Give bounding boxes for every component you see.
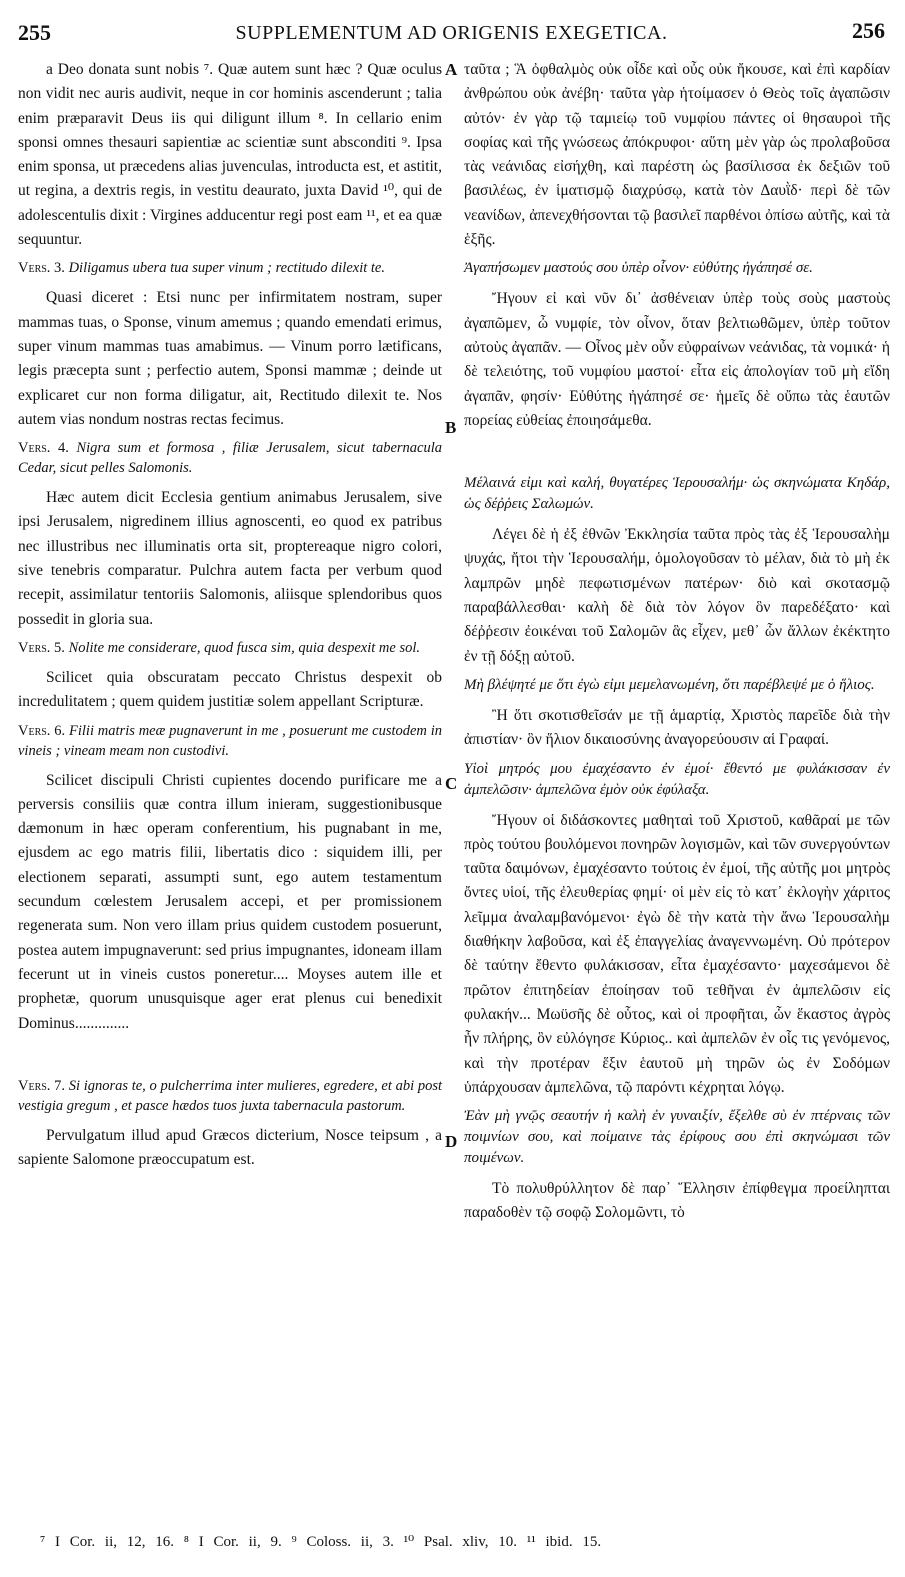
verse-label: Vers. 6.	[18, 722, 66, 739]
verse-label: Vers. 3.	[18, 260, 65, 277]
verse-heading	[18, 721, 442, 761]
greek-verse: Μέλαινά εἰμι καὶ καλή, θυγατέρες Ἱερουσαλήμ· ὡς σκηνώματα Κηδάρ, ὡς δέῤῥεις Σαλωμών.	[464, 475, 890, 513]
paragraph: a Deo donata sunt nobis ⁷. Quæ autem sunt hæc ? Quæ oculus non vidit nec auris audivit, neque in cor hominis ascenderunt ; talia enim præparavit Deus iis qui diligunt illum ⁸. In cellario enim sponsi omnes thesauri sapientiæ ac scientiæ sunt absconditi ⁹. Ipsa enim sponsa, ut præcedens alias juvenculas, introducta est, et astitit, ut regina, a dextris regis, in vestitu deaurato, juxta David ¹⁰, qui de adolescentulis dixit : Virgines adducentur regi post eam ¹¹, et ea quæ sequuntur.	[18, 61, 442, 249]
footnotes: ⁷ I Cor. ii, 12, 16. ⁸ I Cor. ii, 9. ⁹ Coloss. ii, 3. ¹⁰ Psal. xliv, 10. ¹¹ ibid. 15.	[40, 1534, 602, 1550]
verse-text: Si ignoras te, o pulcherrima inter mulieres, egredere, et abi post vestigia gregum , et pasce hædos tuos juxta tabernacula pastorum.	[18, 1077, 442, 1114]
page-header	[18, 18, 885, 48]
verse-text: Nigra sum et formosa , filiæ Jerusalem, sicut tabernacula Cedar, sicut pelles Salomonis.	[18, 440, 443, 477]
verse-heading	[18, 258, 442, 278]
paragraph: Quasi diceret : Etsi nunc per infirmitatem nostram, super mammas tuas, o Sponse, vinum amemus ; quando emendati erimus, super vinum mammas tuas amabimus. — Vinum porro lætificans, legis præcepta sunt ; perfectio autem, Sponsi mammæ ; deinde ut explicaret cur non forma diligatur, ait, Rectitudo dilexit te. Nos autem vias nondum nostras rectas fecimus.	[18, 289, 442, 428]
paragraph: Ἢ ὅτι σκοτισθεῖσάν με τῇ ἁμαρτίᾳ, Χριστὸς παρεῖδε διὰ τὴν ἀπιστίαν· ὃν ἥλιον δικαιοσύνης ἀναγορεύουσιν αἱ Γραφαί.	[464, 706, 890, 749]
verse-heading	[18, 1076, 442, 1116]
verse-heading	[18, 638, 442, 658]
verse-text: Nolite me considerare, quod fusca sim, quia despexit me sol.	[68, 639, 421, 656]
paragraph: Τὸ πολυθρύλλητον δὲ παρ᾽ Ἕλλησιν ἐπίφθεγμα προείληπται παραδοθὲν τῷ σοφῷ Σολομῶντι, τὸ	[464, 1180, 890, 1222]
margin-letter-c: C	[445, 774, 458, 793]
greek-verse: Υἱοὶ μητρός μου ἐμαχέσαντο ἐν ἐμοί· ἔθεντό με φυλάκισσαν ἐν ἀμπελῶσιν· ἀμπελῶνα ἐμὸν οὐκ ἐφύλαξα.	[464, 760, 890, 798]
paragraph: Pervulgatum illud apud Græcos dicterium, Nosce teipsum , a sapiente Salomone præoccupatum est.	[18, 1126, 442, 1169]
verse-text: Filii matris meæ pugnaverunt in me , posuerunt me custodem in vineis ; vineam meam non custodivi.	[18, 722, 443, 759]
greek-verse: Ἀγαπήσωμεν μαστούς σου ὑπὲρ οἶνον· εὐθύτης ἠγάπησέ σε.	[464, 260, 813, 277]
paragraph: Hæc autem dicit Ecclesia gentium animabus Jerusalem, sive ipsi Jerusalem, nigredinem illius agnoscenti, eo quod ex patribus nec illustribus nec illuminatis orta sit, proptereaque nigro colori, sive tenebris comparatur. Pulchra autem facta per verbum quod recepit, assimilatur tentoriis Salomonis, aliisque splendoribus quos possedit in gloria sua.	[18, 489, 442, 628]
paragraph: Scilicet discipuli Christi cupientes docendo purificare me a perversis consiliis quæ contra illum inieram, suggestionibusque dæmonum in hæc operam conferentium, his pugnabant in me, ejusdem ac ego matris filii, libertatis dico : siquidem illi, per electionem separati, assumpti sunt, ego autem testamentum secundum cœlestem Jerusalem accepi, et per promissionem regenerata sum. Non vero illam prius quidem custodem posuerunt, postea autem impugnaverunt: sed prius impugnantes, idoneam illam fecerunt ut in vineis custos poneretur.... Moyses autem ille et prophetæ, quorum unusquisque ager erat plenus cui benedixit Dominus..............	[18, 771, 442, 1032]
greek-column	[464, 58, 890, 1226]
paragraph: ταῦτα ; Ἃ ὀφθαλμὸς οὐκ οἶδε καὶ οὖς οὐκ ἤκουσε, καὶ ἐπὶ καρδίαν ἀνθρώπου οὐκ ἀνέβη· ταῦτα γὰρ ἡτοίμασεν ὁ Θεὸς τοῖς ἀγαπῶσιν αὐτόν· ἐν γὰρ τῷ ταμιείῳ τοῦ νυμφίου πάντες οἱ θησαυροὶ τῆς σοφίας καὶ τῆς γνώσεως ἀπόκρυφοι· αὕτη μὲν γὰρ ὡς προλαβοῦσα τὰς νεάνιδας εἰσήχθη, καὶ παρέστη ὡς βασίλισσα ἐκ δεξιῶν τοῦ βασιλέως, ἐν ἱματισμῷ διαχρύσῳ, κατὰ τὸν Δαυῒδ· περὶ δὲ τῶν νεανίδων, ἀπενεχθήσονται τῷ βασιλεῖ παρθένοι ὀπίσω αὐτῆς, καὶ τὰ ἑξῆς.	[464, 61, 890, 249]
paragraph: Ἤγουν οἱ διδάσκοντες μαθηταὶ τοῦ Χριστοῦ, καθᾶραί με τῶν πρὸς τούτου βουλόμενοι πονηρῶν λογισμῶν, καὶ τῶν συνεργούντων ταῦτα δαιμόνων, ἐμαχέσαντο τούτοις ἐν ἐμοί, τῆς αὐτῆς μοι μητρὸς ὄντες υἱοί, τῆς ἐλευθερίας φημί· οἱ μὲν εἰς τὸ κατ᾽ ἐκλογὴν χάριτος λεῖμμα ἀναλαμβανόμενοι· ἐγὼ δὲ τὴν κατὰ τὴν ἄνω Ἱερουσαλὴμ διαθήκην λαβοῦσα, καὶ ἐξ ἐπαγγελίας ἀναγεννωμένη. Οὐ πρότερον δὲ ταύτην ἔθεντο φυλάκισσαν, εἶτα ἐμαχέσαντο· μαχεσάμενοι δὲ πρῶτον ἐπιτηδείαν ἐποίησαν τοῦ τεθῆναι ἐν ἀμπελῶσιν εἰς φυλακήν... Μωϋσῆς δὲ οὗτος, καὶ οἱ προφῆται, ὧν ἕκαστος ἀγρὸς ἦν πλήρης, ὃν εὐλόγησε Κύριος.. καὶ ἀμπελῶν ἐν οἷς τις γενόμενος, καὶ τὴν προτέραν ἕξιν ἑαυτοῦ μὴ τηρῶν ὡς ἐν Σοδόμων ὑπάρχουσαν ἀμπελῶνα, τῷ παρόντι κέχρηται λόγῳ.	[464, 811, 890, 1096]
paragraph: Scilicet quia obscuratam peccato Christus despexit ob incredulitatem ; quem quidem justitiæ solem appellant Scripturæ.	[18, 668, 442, 711]
running-title: SUPPLEMENTUM AD ORIGENIS EXEGETICA.	[235, 22, 668, 44]
margin-letter-d: D	[445, 1132, 458, 1151]
verse-label: Vers. 7.	[18, 1077, 66, 1094]
page-number-left: 255	[18, 20, 51, 45]
greek-verse: Ἐὰν μὴ γνῷς σεαυτήν ἡ καλὴ ἐν γυναιξίν, ἔξελθε σὺ ἐν πτέρναις τῶν ποιμνίων σου, καὶ ποίμαινε τὰς ἐρίφους σου ἐπὶ σκηνώμασι τῶν ποιμένων.	[464, 1108, 890, 1167]
margin-letter-a: A	[445, 60, 458, 79]
verse-text: Diligamus ubera tua super vinum ; rectitudo dilexit te.	[68, 260, 385, 277]
margin-letter-b: B	[445, 418, 457, 437]
page-number-right: 256	[852, 18, 885, 43]
latin-column	[18, 58, 442, 1172]
greek-verse: Μὴ βλέψητέ με ὅτι ἐγὼ εἰμι μεμελανωμένη, ὅτι παρέβλεψέ με ὁ ἥλιος.	[464, 676, 875, 693]
verse-label: Vers. 5.	[18, 639, 65, 656]
verse-heading	[18, 438, 442, 478]
paragraph: Λέγει δὲ ἡ ἐξ ἐθνῶν Ἐκκλησία ταῦτα πρὸς τὰς ἐξ Ἱερουσαλὴμ ψυχάς, ἤτοι τὴν Ἱερουσαλήμ, ὁμολογοῦσαν τὸ μέλαν, διὰ τὸ μὴ ἐκ λαμπρῶν μηδὲ πεφωτισμένων πατέρων· διὸ καὶ σκοτασμῷ παραβάλλεσθαι· καλὴ δὲ διὰ τὸν λόγον ὃν παρεδέξατο· καὶ δέῤῥεσιν ἐοικέναι τοῦ Σαλομῶν ἃς εἶχεν, μεθ᾽ ὧν ἄλλων ἐκέκτητο ἐν τῇ δόξῃ αὐτοῦ.	[464, 526, 890, 665]
verse-label: Vers. 4.	[18, 440, 69, 457]
paragraph: Ἤγουν εἰ καὶ νῦν δι᾽ ἀσθένειαν ὑπὲρ τοὺς σοὺς μαστοὺς ἀγαπῶμεν, ὦ νυμφίε, τὸν οἶνον, ὅταν βελτιωθῶμεν, ὑπὲρ τοῦτον αὐτοὺς ἀγαπᾶν. — Οἶνος μὲν οὖν εὐφραίνων νεάνιδας, τὰ νομικά· ἡ δὲ τελειότης, τοῦ νυμφίου μαστοί· εἶτα εἰς ἀπολογίαν τοῦ μὴ εἴδη ἀγαπᾶν, φησίν· Εὐθύτης ἠγάπησέ σε· ἡμεῖς δὲ οὔπω τὰς ἑαυτῶν πορείας εὐθείας ἐποιησάμεθα.	[464, 290, 890, 429]
